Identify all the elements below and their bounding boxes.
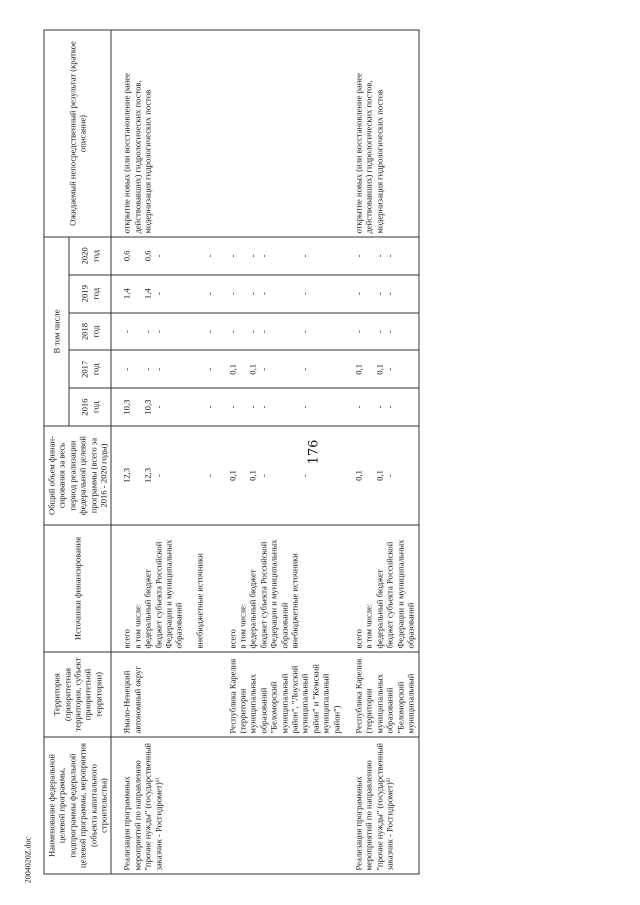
- value-cell: -: [153, 254, 164, 258]
- header-year-2017: 2017 год: [69, 350, 111, 388]
- header-name: Наименование федеральной целевой программы, подпрограммы федеральной целевой программы, мероприятия (объекта капитального строительства): [44, 737, 111, 874]
- total-values: [111, 426, 217, 525]
- value-cell: -: [258, 330, 269, 333]
- value-cell: -: [353, 254, 364, 258]
- year-2016-values: [217, 388, 343, 426]
- value-cell: 0,1: [353, 363, 364, 375]
- header-year-2019: 2019 год: [69, 275, 111, 313]
- value-cell: -: [299, 330, 310, 333]
- header-sources: Источники финансирования: [44, 525, 111, 652]
- value-cell: -: [204, 254, 215, 258]
- table-row: [111, 30, 217, 874]
- value-cell: -: [227, 292, 238, 296]
- value-cell: 0,1: [374, 470, 385, 481]
- page-number: 176: [306, 439, 322, 465]
- header-total: Общий объем финан-сирования за весь период реализации федеральной целевой программы (всего за 2016 - 2020 годы): [44, 426, 111, 525]
- value-cell: -: [374, 405, 385, 409]
- table-header: [44, 30, 111, 874]
- value-cell: [237, 392, 247, 423]
- value-cell: 0,6: [142, 250, 153, 262]
- value-cell: 0,1: [353, 470, 364, 481]
- value-cell: -: [204, 405, 215, 409]
- value-cell: [132, 392, 142, 423]
- value-cell: -: [299, 254, 310, 258]
- value-cell: -: [153, 367, 164, 371]
- source-label: в том числе:: [363, 603, 374, 649]
- value-cell: [364, 354, 374, 385]
- footer-filename: 2004020Z.doc: [23, 836, 33, 884]
- value-cell: -: [153, 330, 164, 333]
- territory-name: Ямало-Ненецкий автономный округ: [111, 652, 217, 737]
- header-including: В том числе: [44, 237, 69, 426]
- total-values: [217, 426, 343, 525]
- header-territory: Территория (приоритетная территория, субъект приоритетной территории): [44, 652, 111, 737]
- activity-name: Реализация программных мероприятий по направлению "прочие нужды" (государственный заказчик - Росгидромет)¹⁾: [111, 737, 217, 874]
- value-cell: [364, 392, 374, 423]
- expected-result: открытие новых (или восстановление ранее действовавших) гидрологических постов, модернизация гидрологических постов: [111, 30, 217, 237]
- value-cell: [132, 241, 142, 272]
- value-cell: -: [153, 292, 164, 296]
- value-cell: -: [247, 292, 258, 296]
- activity-name: Реализация программных мероприятий по направлению "прочие нужды" (государственный заказчик - Росгидромет)¹⁾: [344, 737, 419, 874]
- expected-result: открытие новых (или восстановление ранее действовавших) гидрологических постов, модернизация гидрологических постов: [344, 30, 419, 237]
- year-2020-values: [111, 237, 217, 275]
- source-label: федеральный бюджет: [247, 569, 258, 649]
- territory-name: Республика Карелия (территории муниципальных образований "Беломорский муниципальный район", "Лоухский муниципальный район" и "Кемский муниципальный район"): [217, 652, 343, 737]
- value-cell: [364, 316, 374, 347]
- source-list: [111, 525, 217, 652]
- value-cell: 12,3: [142, 467, 153, 484]
- source-label: внебюджетные источники: [289, 553, 300, 649]
- value-cell: -: [384, 367, 395, 371]
- funding-table-container: [44, 30, 629, 875]
- header-year-2016: 2016 год: [69, 388, 111, 426]
- year-2016-values: [111, 388, 217, 426]
- source-label: в том числе:: [132, 603, 143, 649]
- value-cell: -: [258, 474, 269, 477]
- activity-name-empty: [217, 737, 343, 874]
- source-label: федеральный бюджет: [374, 569, 385, 649]
- value-cell: 0,1: [247, 470, 258, 481]
- value-cell: -: [247, 405, 258, 409]
- value-cell: [237, 278, 247, 309]
- header-result: Ожидаемый непосредственный результат (краткое описание): [44, 30, 111, 237]
- value-cell: 0,1: [374, 363, 385, 375]
- value-cell: -: [374, 292, 385, 296]
- total-values: [344, 426, 419, 525]
- value-cell: -: [227, 330, 238, 333]
- value-cell: [132, 430, 142, 522]
- value-cell: -: [153, 474, 164, 477]
- value-cell: -: [204, 367, 215, 371]
- table-row: [217, 30, 343, 874]
- source-label: бюджет субъекта Российской Федерации и муниципальных образований: [384, 539, 416, 649]
- value-cell: -: [384, 292, 395, 296]
- value-cell: -: [299, 292, 310, 296]
- value-cell: -: [299, 474, 310, 477]
- value-cell: 0,1: [247, 363, 258, 375]
- value-cell: [364, 241, 374, 272]
- source-label: всего: [121, 629, 132, 649]
- value-cell: -: [153, 405, 164, 409]
- value-cell: -: [384, 254, 395, 258]
- value-cell: -: [384, 330, 395, 333]
- value-cell: [132, 354, 142, 385]
- value-cell: -: [247, 330, 258, 333]
- value-cell: -: [121, 367, 132, 371]
- table-body: [111, 30, 418, 874]
- value-cell: [237, 430, 247, 522]
- source-label: внебюджетные источники: [194, 553, 205, 649]
- year-2018-values: [344, 313, 419, 351]
- year-2019-values: [344, 275, 419, 313]
- year-2017-values: [344, 350, 419, 388]
- value-cell: -: [121, 330, 132, 333]
- value-cell: 12,3: [121, 467, 132, 484]
- value-cell: [237, 316, 247, 347]
- value-cell: -: [142, 330, 153, 333]
- value-cell: -: [258, 292, 269, 296]
- source-label: федеральный бюджет: [142, 569, 153, 649]
- value-cell: [364, 430, 374, 522]
- value-cell: [364, 278, 374, 309]
- value-cell: 0,1: [227, 363, 238, 375]
- value-cell: -: [204, 474, 215, 477]
- value-cell: -: [227, 254, 238, 258]
- value-cell: -: [258, 254, 269, 258]
- value-cell: -: [353, 330, 364, 333]
- table-row: [344, 30, 419, 874]
- value-cell: [132, 278, 142, 309]
- territory-name: Республика Карелия (территории муниципальных образований "Беломорский муниципальный: [344, 652, 419, 737]
- value-cell: -: [142, 367, 153, 371]
- value-cell: 10,3: [121, 399, 132, 415]
- year-2016-values: [344, 388, 419, 426]
- value-cell: -: [353, 292, 364, 296]
- value-cell: -: [258, 367, 269, 371]
- funding-table: [44, 30, 420, 875]
- year-2020-values: [344, 237, 419, 275]
- value-cell: -: [384, 405, 395, 409]
- value-cell: -: [384, 474, 395, 477]
- value-cell: -: [299, 405, 310, 409]
- year-2018-values: [111, 313, 217, 351]
- value-cell: 1,4: [142, 288, 153, 300]
- expected-result-empty: [217, 30, 343, 237]
- source-label: бюджет субъекта Российской Федерации и муниципальных образований: [153, 539, 184, 649]
- value-cell: -: [204, 330, 215, 333]
- value-cell: -: [374, 330, 385, 333]
- value-cell: -: [247, 254, 258, 258]
- value-cell: [132, 316, 142, 347]
- value-cell: 0,1: [227, 470, 238, 481]
- value-cell: -: [204, 292, 215, 296]
- value-cell: [237, 354, 247, 385]
- source-label: бюджет субъекта Российской Федерации и муниципальных образований: [258, 539, 290, 649]
- year-2020-values: [217, 237, 343, 275]
- source-label: в том числе:: [237, 603, 248, 649]
- year-2019-values: [111, 275, 217, 313]
- value-cell: -: [299, 367, 310, 371]
- year-2017-values: [217, 350, 343, 388]
- value-cell: -: [353, 405, 364, 409]
- year-2017-values: [111, 350, 217, 388]
- value-cell: -: [258, 405, 269, 409]
- source-list: [217, 525, 343, 652]
- header-year-2018: 2018 год: [69, 313, 111, 351]
- source-label: всего: [353, 629, 364, 649]
- value-cell: [237, 241, 247, 272]
- source-list: [344, 525, 419, 652]
- value-cell: 1,4: [121, 288, 132, 300]
- year-2019-values: [217, 275, 343, 313]
- value-cell: -: [374, 254, 385, 258]
- value-cell: -: [227, 405, 238, 409]
- value-cell: 0,6: [121, 250, 132, 262]
- year-2018-values: [217, 313, 343, 351]
- value-cell: 10,3: [142, 399, 153, 415]
- header-year-2020: 2020 год: [69, 237, 111, 275]
- source-label: всего: [227, 629, 238, 649]
